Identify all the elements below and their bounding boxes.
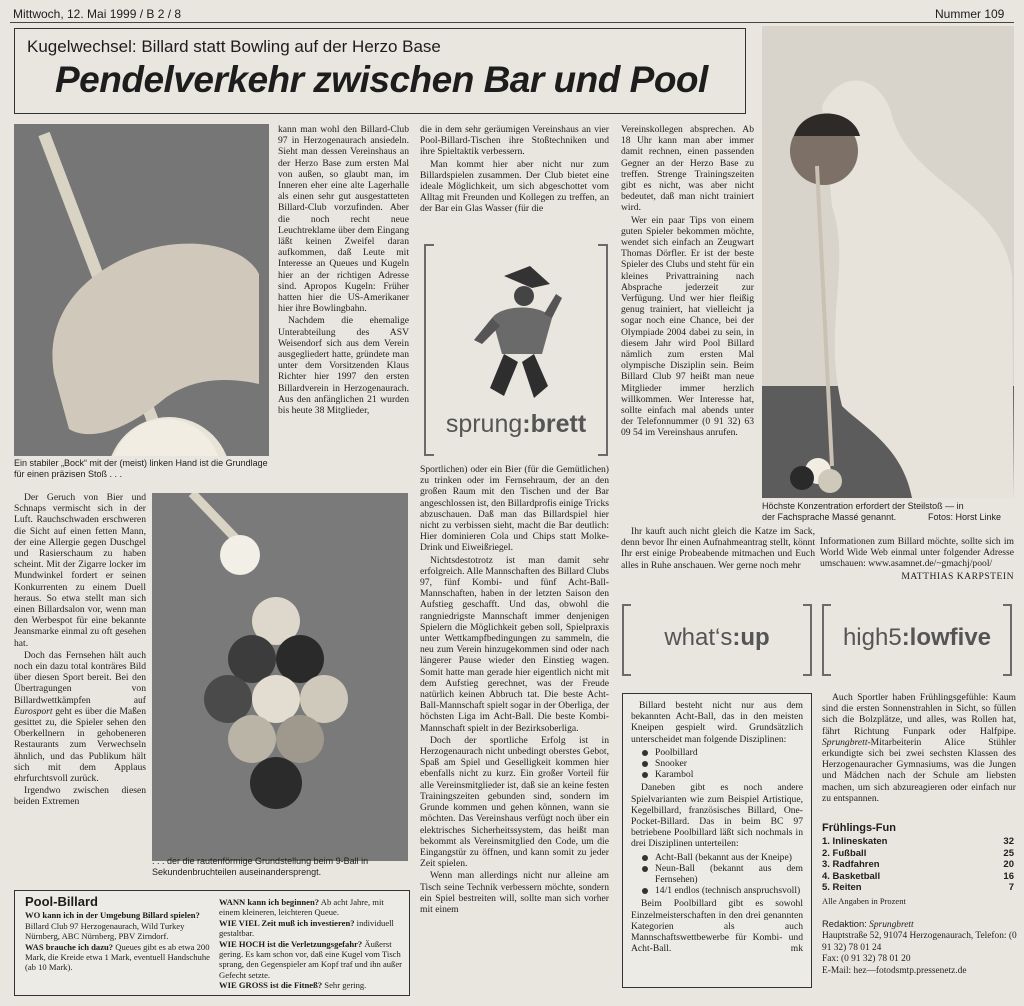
col3-paragraph-4: Wenn man allerdings nicht nur alleine am Tisch seine Technik verbessern möchte, sondern ein Spiel bestreiten will, sollte man sich vorher mit einem bbox=[420, 870, 609, 915]
headline-title: Pendelverkehr zwischen Bar und Pool bbox=[55, 59, 708, 100]
redaktion-fax: Fax: (0 91 32) 78 01 20 bbox=[822, 954, 911, 965]
col1-paragraph-2: Doch das Fernsehen hält auch noch ein dazu total konträres Bild über diesen Sport bereit. Bei den Übertragungen von Billardwettkämpfen auf Eurosport geht es über die Maßen gesittet zu, die Spieler sehen den Oberkellnern in gehobeneren Restaurants zum Verwechseln ähnlich, und das Publikum hält sich mit dem Applaus ehrfurchtsvoll zurück. bbox=[14, 649, 146, 785]
ranking-row: 2. Fußball 25 bbox=[822, 847, 1014, 859]
redaktion-address: Hauptstraße 52, 91074 Herzogenaurach, Telefon: (0 91 32) 78 01 24 bbox=[822, 931, 1017, 953]
col4-paragraph-2: Wer ein paar Tips von einem guten Spieler bekommen möchte, wendet sich einfach an Zeugwart Thomas Dörfler. Er ist der beste Spieler des Clubs und steht für ein kleines Privattraining nach Absprache jederzeit zur Verfügung. Und wer hier fleißig genug trainiert, hat vielleicht ja sogar noch eine Chance, bei der Olympiade 2004 dabei zu sein, in diesem Jahr wird Pool Billard nämlich zum ersten Mal olympische Disziplin sein. Beim Billard Club 97 heißt man neue Mitglieder immer herzlich willkommen. Wer Interesse hat, sollte einfach mal abends unter der Telefonnummer (0 91 32) 63 09 54 im Vereinshaus anrufen. bbox=[621, 214, 754, 439]
info-intro: Billard besteht nicht nur aus dem bekannten Acht-Ball, das in den meisten Kneipen gespielt wird. Grundsätzlich unterscheidet man folgende Disziplinen: bbox=[631, 700, 803, 745]
pool-box-right bbox=[219, 897, 405, 991]
sprungbrett-wordmark: sprung:brett bbox=[445, 410, 587, 438]
photo-player bbox=[762, 26, 1014, 498]
pool-faq-1: WO kann ich in der Umgebung Billard spielen? Billard Club 97 Herzogenaurach, Wild Turkey Nürnberg, ABC Nürnberg, PBV Zirndorf. bbox=[25, 910, 200, 942]
top-rule bbox=[10, 22, 1014, 23]
col3-paragraph-top2: Man kommt hier aber nicht nur zum Billardspielen zusammen. Der Club bietet eine ideale Möglichkeit, um sich abgeschottet vom Alltag mit Freunden und Kollegen zu treffen, an der Bar ein Glas Wasser (für die bbox=[420, 158, 609, 215]
pool-box-title: Pool-Billard bbox=[25, 894, 98, 909]
col3-paragraph-1: Sportlichen) oder ein Bier (für die Gemütlichen) zu trinken oder im Fernsehraum, der an den großen Raum mit den Tischen und der Bar angeschlossen ist, den Billardprofis einige Tricks abzuschauen. Daß man das Billardspiel hier nicht zu verbissen sieht, macht die Bar deutlich: Hier dominieren Cola und Chips statt Molke-Drink und Eiweißriegel. bbox=[420, 464, 609, 554]
redaktion-line: Redaktion: Sprungbrett bbox=[822, 918, 914, 930]
col3-paragraph-3: Doch der sportliche Erfolg ist in Herzogenaurach nicht unbedingt oberstes Gebot, Spaß am Spiel und Geselligkeit kommen hier ebenfalls nicht zu kurz. Ein großer Vorteil für alle Vereinsmitglieder ist, daß sie an keine festen Trainingszeiten gebunden sind, sondern im Grunde kommen und gehen können, wann sie möchten. Das Vereinshaus verfügt noch über ein elektrisches Sicherheitssystem, das heißt man bekommt als Vereinsmitglied den Code, um die Eingangstür zu öffnen, und kann somit zu jeder Zeit spielen. bbox=[420, 734, 609, 870]
col4-paragraph-3: Ihr kauft auch nicht gleich die Katze im Sack, denn bevor Ihr einen Aufnahmeantrag stellt, könnt Ihr erst einige Probeabende mitmachen und Euch alles in Ruhe anschauen. Wer gerne noch mehr bbox=[621, 526, 815, 571]
col1-paragraph-3: Irgendwo zwischen diesen beiden Extremen bbox=[14, 785, 146, 808]
photo-player-caption: Höchste Konzentration erfordert der Steilstoß — in der Fachsprache Massé genannt. bbox=[762, 501, 964, 522]
ranking-row: 1. Inlineskaten 32 bbox=[822, 836, 1014, 847]
ranking-note: Alle Angaben in Prozent bbox=[822, 895, 906, 906]
jumping-figure-icon bbox=[472, 258, 564, 404]
headline-kicker: Kugelwechsel: Billard statt Bowling auf der Herzo Base bbox=[27, 37, 441, 56]
ranking-title: Frühlings-Fun bbox=[822, 822, 896, 834]
whatsup-wordmark: what‘s:up bbox=[664, 624, 770, 651]
billard-info-box bbox=[622, 693, 812, 988]
pool-faq-3: WANN kann ich beginnen? Ab acht Jahre, mit einem kleineren, leichteren Queue. bbox=[219, 897, 384, 918]
info-mid: Daneben gibt es noch andere Spielvarianten wie zum Beispiel Artistique, Kegelbillard, französisches Billard, One-Pocket-Billard. Das in beim BC 97 betriebene Poolbillard läßt sich nochmals in drei Disziplinen unterteilen: bbox=[631, 782, 803, 850]
hand-cue-illustration bbox=[14, 124, 269, 456]
player-illustration bbox=[762, 26, 1014, 498]
discipline-item: Snooker bbox=[655, 758, 803, 769]
photo-hand-caption: Ein stabiler „Bock“ mit der (meist) linken Hand ist die Grundlage für einen präzisen Stoß . . . bbox=[14, 458, 268, 479]
high5-bracket-right bbox=[1003, 604, 1012, 676]
col5-paragraph-1: Informationen zum Billard möchte, sollte sich im World Wide Web einmal unter folgender Adresse umschauen: www.asamnet.de/~gmachj/pool/ bbox=[820, 536, 1014, 570]
article-column-4 bbox=[621, 124, 754, 532]
photo-rack-caption: . . . der die rautenförmige Grundstellung beim 9-Ball in Sekundenbruchteilen auseinandersprengt. bbox=[152, 856, 369, 877]
discipline-item: Karambol bbox=[655, 769, 803, 780]
pool-box-left bbox=[25, 894, 211, 973]
fruehling-text bbox=[822, 692, 1016, 820]
discipline-list-1 bbox=[655, 747, 803, 781]
author-byline: MATTHIAS KARPSTEIN bbox=[901, 570, 1014, 582]
pool-discipline-item: Acht-Ball (bekannt aus der Kneipe) bbox=[655, 852, 803, 863]
ranking-table bbox=[822, 836, 1014, 894]
discipline-list-2 bbox=[655, 852, 803, 897]
fruehling-paragraph: Auch Sportler haben Frühlingsgefühle: Kaum sind die ersten Sonnenstrahlen in Sicht, so füllen sich die Bolzplätze, und alles, was Rollen hat, fährt Richtung Funpark oder Halfpipe. Sprungbrett-Mitarbeiterin Alice Stühler erkundigte sich bei zwei sechsten Klassen des Herzogenauracher Gymnasiums, was die Jungen und Mädchen nach der Schule am liebsten machen, um sich abzureagieren oder einfach nur zu entspannen. bbox=[822, 692, 1016, 804]
info-outro: Beim Poolbillard gibt es sowohl Einzelmeisterschaften in den drei genannten Kategorien als auch Mannschaftswettbewerbe für Kombi- und Acht-Ball. mk bbox=[631, 898, 803, 955]
col2-paragraph-1: kann man wohl den Billard-Club 97 in Herzogenaurach ansiedeln. Sieht man dessen Vereinshaus an der Herzo Base zum ersten Mal von außen, so glaubt man, im Inneren eher eine alte Lagerhalle als einen sehr gut ausgestatteten Billard-Club vorzufinden. Aber die noch recht neue Leuchtreklame über dem Eingang läßt keinen Zweifel daran aufkommen, daß Leute mit Interesse an Queues und Kugeln hier an der richtigen Adresse sind. Apropos Kugeln: Früher hatten hier die US-Amerikaner hier ihre Bowlingbahn. bbox=[278, 124, 409, 315]
redaktion-block bbox=[822, 918, 1018, 977]
pool-faq-5: WIE HOCH ist die Verletzungsgefahr? Äußerst gering. Es kam schon vor, daß eine Kugel vom Tisch sprang, den Gegenspieler am Kopf traf und ihn außer Gefecht setzte. bbox=[219, 938, 403, 980]
high5-bracket-left bbox=[822, 604, 831, 676]
article-column-4b bbox=[621, 526, 815, 592]
col4-paragraph-1: Vereinskollegen absprechen. Ab 18 Uhr kann man aber immer damit rechnen, einen passenden Gegner an der Herzo Base zu treffen. Strenge Trainingszeiten gibt es nicht, was aber nicht bedeutet, daß man nicht trainiert wird. bbox=[621, 124, 754, 214]
ranking-row: 4. Basketball 16 bbox=[822, 870, 1014, 882]
sprungbrett-logo bbox=[424, 244, 608, 456]
redaktion-email: E-Mail: hez—fotodsmtp.pressenetz.de bbox=[822, 965, 967, 976]
high5-logo bbox=[822, 604, 1012, 676]
article-column-1 bbox=[14, 492, 146, 872]
headline-box bbox=[14, 28, 746, 114]
pool-discipline-item: Neun-Ball (bekannt aus dem Fernsehen) bbox=[655, 862, 803, 886]
whatsup-bracket-left bbox=[622, 604, 631, 676]
dateline: Mittwoch, 12. Mai 1999 / B 2 / 8 bbox=[13, 7, 182, 21]
pool-faq-6: WIE GROSS ist die Fitneß? Sehr gering. bbox=[219, 980, 367, 991]
ranking-row: 3. Radfahren 20 bbox=[822, 859, 1014, 870]
article-column-3-top bbox=[420, 124, 609, 242]
article-column-5 bbox=[820, 536, 1014, 588]
article-column-2 bbox=[278, 124, 409, 484]
col3-paragraph-top: die in dem sehr geräumigen Vereinshaus an vier Pool-Billard-Tischen ihre Stoßtechniken und ihre Spieltaktik verbessern. bbox=[420, 124, 609, 158]
photo-hand-cue bbox=[14, 124, 269, 456]
nine-ball-rack-illustration bbox=[152, 493, 408, 861]
article-column-3 bbox=[420, 464, 609, 996]
pool-faq-2: WAS brauche ich dazu? Queues gibt es ab etwa 200 Mark, die Kreide etwa 1 Mark, eventuell Handschuhe (ab 10 Mark). bbox=[25, 941, 210, 973]
issue-number: Nummer 109 bbox=[935, 7, 1005, 21]
fruehlings-fun-ranking bbox=[822, 822, 1014, 906]
photo-credit: Fotos: Horst Linke bbox=[928, 512, 1002, 522]
col3-paragraph-2: Nichtsdestotrotz ist man damit sehr erfolgreich. Alle Mannschaften des Billard Clubs 97, fünf Kombi- und fünf Acht-Ball-Mannschaften, haben in der letzten Saison den Aufstieg geschafft. Und das, obwohl die rangniedrigste Mannschaft immer denjenigen Spielern die Möglichkeit geben soll, Spielpraxis unter Wettkampfbedingungen zu sammeln, die neu zum Verein hinzugekommen sind oder nach längerer Pause wieder den Einstieg wagen. Somit hatte man gerade hier eigentlich nicht mit dem Aufstieg gerechnet, was der Freude natürlich keinen Abbruch tat. Die beste Acht-Ball-Mannschaft spielt sogar in der Oberliga, der höchsten Liga im Acht-Ball. Die beste Kombi-Mannschaft spielt in der Bezirksoberliga. bbox=[420, 554, 609, 734]
pool-billard-box bbox=[14, 890, 410, 996]
pool-discipline-item: 14/1 endlos (technisch anspruchsvoll) bbox=[655, 885, 803, 896]
photo-nine-ball-rack bbox=[152, 493, 408, 861]
high5-wordmark: high5:lowfive bbox=[842, 624, 992, 651]
ranking-row: 5. Reiten 7 bbox=[822, 882, 1014, 893]
pool-faq-4: WIE VIEL Zeit muß ich investieren? individuell gestaltbar. bbox=[219, 917, 394, 939]
discipline-item: Poolbillard bbox=[655, 747, 803, 758]
whatsup-bracket-right bbox=[803, 604, 812, 676]
col2-paragraph-2: Nachdem die ehemalige Unterabteilung des ASV Weisendorf sich aus dem Verein ausgegliedert hatte, gründete man unter dem Vorsitzenden Klaus Richter hier 1997 den ersten Billardverein in Herzogenaurach. Aus den anfänglichen 21 wurden bis heute 38 Mitglieder, bbox=[278, 315, 409, 417]
whatsup-logo bbox=[622, 604, 812, 676]
col1-paragraph-1: Der Geruch von Bier und Schnaps vermischt sich in der Luft. Rauchschwaden erschweren die Sicht auf einen fetten Mann, der eine Allergie gegen Duschgel und Rasierschaum zu haben scheint. Mit der Zigarre locker im Mundwinkel fordert er seinen Konkurrenten zu einem Duell heraus. So etwa stellt man sich einen Billardsalon vor, wenn man den Werbespot für eine bekannte Jeansmarke einmal zu oft gesehen hat. bbox=[14, 492, 146, 649]
